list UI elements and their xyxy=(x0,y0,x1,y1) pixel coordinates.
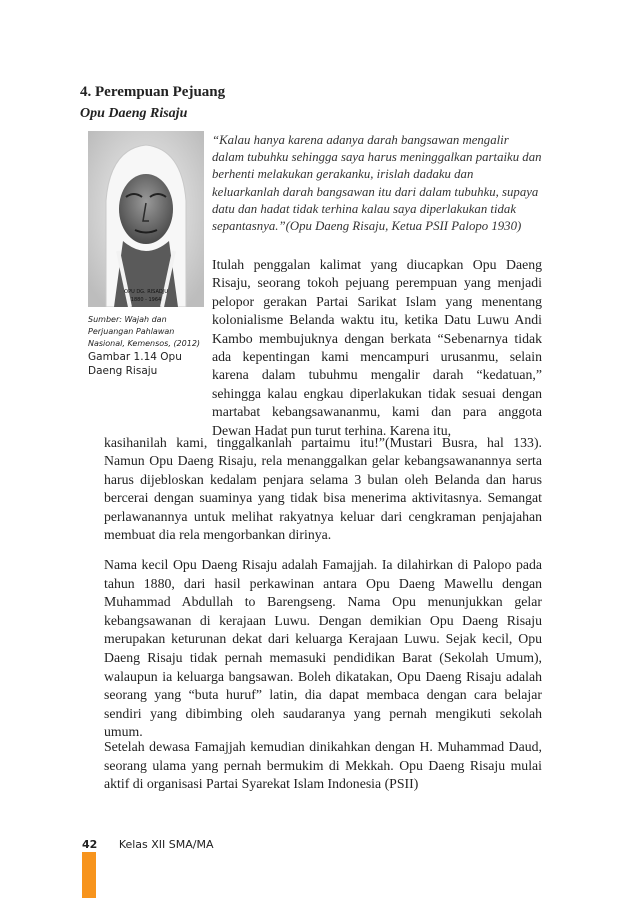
page-number: 42 xyxy=(82,838,98,851)
quote-block: “Kalau hanya karena adanya darah bangsawan mengalir dalam tubuhku sehingga saya harus meninggalkan partaiku dan berhenti melakukan gerakanku, irislah dadaku dan keluarkanlah darah bangsawan itu dari dalam tubuhku, supaya datu dan hadat tidak terhina kalau saya diperlakukan tidak sepantasnya.”(Opu Daeng Risaju, Ketua PSII Palopo 1930) xyxy=(212,133,542,234)
paragraph-1-beside-figure: Itulah penggalan kalimat yang diucapkan Opu Daeng Risaju, seorang tokoh pejuang perempuan yang menjadi pelopor gerakan Partai Sarikat Islam yang menentang kolonialisme Belanda waktu itu, ketika Datu Luwu Andi Kambo membujuknya dengan berkata “Sebenarnya tidak ada kepentingan kami mencampuri urusanmu, selain karena dalam tubuhmu mengalir darah “kedatuan,” sehingga kalau engkau diperlakukan tidak sesuai dengan martabat kebangsawananmu, kami dan para anggota Dewan Hadat pun turut terhina. Karena itu, xyxy=(212,257,542,438)
section-subheading: Opu Daeng Risaju xyxy=(80,106,188,121)
page-footer xyxy=(82,838,214,851)
figure-source: Sumber: Wajah dan Perjuangan Pahlawan Nasional, Kemensos, (2012) xyxy=(88,315,201,348)
paragraph-1-continued: kasihanilah kami, tinggalkanlah partaimu itu!”(Mustari Busra, hal 133). Namun Opu Daeng Risaju, rela menanggalkan gelar kebangsawanannya serta harus dijebloskan kedalam penjara selama 3 bulan oleh Belanda dan harus bercerai dengan suaminya yang tidak bisa menerima aktivitasnya. Semangat perlawanannya untuk melihat rakyatnya keluar dari cengkraman penjajahan membuat dia rela mengorbankan dirinya. xyxy=(104,435,542,543)
figure-caption: Gambar 1.14 Opu Daeng Risaju xyxy=(88,351,182,377)
paragraph-2: Nama kecil Opu Daeng Risaju adalah Famajjah. Ia dilahirkan di Palopo pada tahun 1880, dari hasil perkawinan antara Opu Daeng Mawellu dengan Muhammad Abdullah to Barengseng. Nama Opu menunjukkan gelar kebangsawanan di kerajaan Luwu. Dengan demikian Opu Daeng Risaju merupakan keturunan dekat dari keluarga Kerajaan Luwu. Sejak kecil, Opu Daeng Risaju tidak pernah memasuki pendidikan Barat (Sekolah Umum), walaupun ia keluarga bangsawan. Boleh dikatakan, Opu Daeng Risaju adalah seorang yang “buta huruf” latin, dia dapat membaca dengan cara belajar sendiri yang dibimbing oleh saudaranya yang pernah mengikuti sekolah umum. xyxy=(104,557,542,740)
portrait-photo xyxy=(88,131,204,307)
section-heading: 4. Perempuan Pejuang xyxy=(80,84,226,100)
photo-name-label: OPU DG. RISADJU xyxy=(124,289,168,295)
book-title: Kelas XII SMA/MA xyxy=(118,838,214,851)
footer-accent-bar xyxy=(82,852,96,898)
paragraph-3: Setelah dewasa Famajjah kemudian dinikahkan dengan H. Muhammad Daud, seorang ulama yang pernah bermukim di Mekkah. Opu Daeng Risaju mulai aktif di organisasi Partai Syarekat Islam Indonesia (PSII) xyxy=(104,739,542,792)
photo-years-label: 1880 - 1964 xyxy=(130,297,162,303)
